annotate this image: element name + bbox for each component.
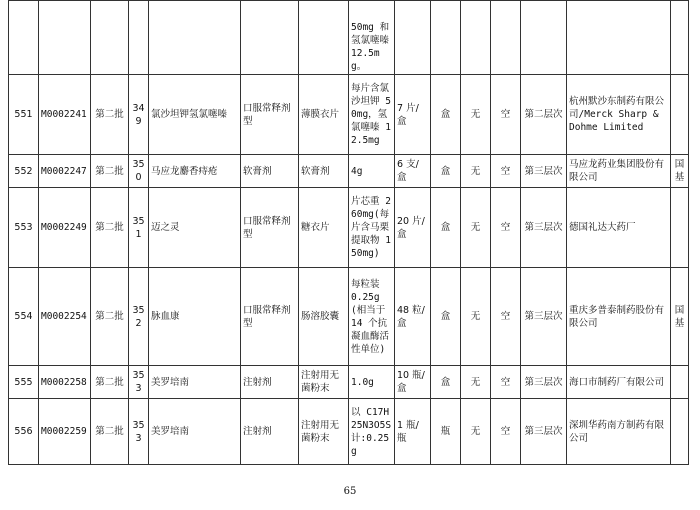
cell-note: 国基 xyxy=(671,155,689,188)
cell-unit xyxy=(431,1,461,75)
cell-price: 空 xyxy=(491,188,521,268)
cell-manufacturer: 重庆多普泰制药股份有限公司 xyxy=(567,268,671,366)
cell-unit: 盒 xyxy=(431,268,461,366)
cell-convert: 无 xyxy=(461,268,491,366)
cell-dosage-form: 薄膜衣片 xyxy=(299,75,349,155)
cell-convert: 无 xyxy=(461,188,491,268)
cell-num: 353 xyxy=(129,366,149,399)
cell-category: 软膏剂 xyxy=(241,155,299,188)
cell-manufacturer: 马应龙药业集团股份有限公司 xyxy=(567,155,671,188)
cell-unit: 盒 xyxy=(431,188,461,268)
cell-price: 空 xyxy=(491,366,521,399)
cell-manufacturer: 德国礼达大药厂 xyxy=(567,188,671,268)
cell-name: 美罗培南 xyxy=(149,366,241,399)
cell-unit: 盒 xyxy=(431,366,461,399)
cell-seq: 554 xyxy=(9,268,39,366)
table-row xyxy=(9,188,689,268)
cell-category: 口服常释剂型 xyxy=(241,188,299,268)
cell-batch: 第二批 xyxy=(91,75,129,155)
cell-price: 空 xyxy=(491,155,521,188)
cell-seq: 552 xyxy=(9,155,39,188)
table-row-continuation xyxy=(9,1,689,75)
cell-code: M0002258 xyxy=(39,366,91,399)
cell-convert: 无 xyxy=(461,399,491,465)
cell-price xyxy=(491,1,521,75)
cell-price: 空 xyxy=(491,399,521,465)
cell-name xyxy=(149,1,241,75)
cell-level: 第三层次 xyxy=(521,155,567,188)
cell-manufacturer: 深圳华药南方制药有限公司 xyxy=(567,399,671,465)
cell-seq: 556 xyxy=(9,399,39,465)
table-row xyxy=(9,399,689,465)
cell-dosage-form xyxy=(299,1,349,75)
cell-package: 1 瓶/瓶 xyxy=(395,399,431,465)
drug-table xyxy=(8,0,689,465)
cell-name: 马应龙麝香痔疮 xyxy=(149,155,241,188)
cell-manufacturer: 海口市制药厂有限公司 xyxy=(567,366,671,399)
cell-batch: 第二批 xyxy=(91,188,129,268)
table-row xyxy=(9,155,689,188)
cell-code xyxy=(39,1,91,75)
cell-level: 第三层次 xyxy=(521,399,567,465)
cell-spec: 50mg 和氢氯噻嗪 12.5mg。 xyxy=(349,1,395,75)
cell-convert xyxy=(461,1,491,75)
cell-seq: 553 xyxy=(9,188,39,268)
cell-seq xyxy=(9,1,39,75)
table-row xyxy=(9,366,689,399)
cell-package: 20 片/盒 xyxy=(395,188,431,268)
cell-seq: 555 xyxy=(9,366,39,399)
cell-price: 空 xyxy=(491,268,521,366)
cell-batch: 第二批 xyxy=(91,155,129,188)
cell-package: 10 瓶/盒 xyxy=(395,366,431,399)
cell-spec: 1.0g xyxy=(349,366,395,399)
cell-manufacturer: 杭州默沙东制药有限公司/Merck Sharp & Dohme Limited xyxy=(567,75,671,155)
cell-category: 注射剂 xyxy=(241,399,299,465)
cell-spec: 每粒装 0.25g(相当于 14 个抗凝血酶活性单位) xyxy=(349,268,395,366)
page-number: 65 xyxy=(343,486,357,497)
cell-batch: 第二批 xyxy=(91,268,129,366)
cell-spec: 4g xyxy=(349,155,395,188)
cell-level: 第三层次 xyxy=(521,188,567,268)
cell-level xyxy=(521,1,567,75)
cell-level: 第三层次 xyxy=(521,268,567,366)
cell-category: 口服常释剂型 xyxy=(241,75,299,155)
cell-num: 353 xyxy=(129,399,149,465)
cell-unit: 盒 xyxy=(431,155,461,188)
cell-note xyxy=(671,75,689,155)
cell-price: 空 xyxy=(491,75,521,155)
cell-convert: 无 xyxy=(461,75,491,155)
cell-name: 氯沙坦钾氢氯噻嗪 xyxy=(149,75,241,155)
table-row xyxy=(9,75,689,155)
cell-note xyxy=(671,188,689,268)
cell-code: M0002247 xyxy=(39,155,91,188)
cell-num: 350 xyxy=(129,155,149,188)
cell-code: M0002241 xyxy=(39,75,91,155)
cell-num: 352 xyxy=(129,268,149,366)
cell-category xyxy=(241,1,299,75)
cell-note xyxy=(671,399,689,465)
cell-code: M0002249 xyxy=(39,188,91,268)
cell-batch: 第二批 xyxy=(91,399,129,465)
cell-dosage-form: 注射用无菌粉末 xyxy=(299,366,349,399)
cell-spec: 以 C17H25N3O5S 计:0.25g xyxy=(349,399,395,465)
cell-dosage-form: 软膏剂 xyxy=(299,155,349,188)
cell-num: 349 xyxy=(129,75,149,155)
cell-note: 国基 xyxy=(671,268,689,366)
cell-dosage-form: 肠溶胶囊 xyxy=(299,268,349,366)
cell-name: 迈之灵 xyxy=(149,188,241,268)
cell-manufacturer xyxy=(567,1,671,75)
cell-package: 6 支/盒 xyxy=(395,155,431,188)
cell-name: 脉血康 xyxy=(149,268,241,366)
cell-num xyxy=(129,1,149,75)
cell-category: 注射剂 xyxy=(241,366,299,399)
cell-convert: 无 xyxy=(461,155,491,188)
cell-convert: 无 xyxy=(461,366,491,399)
table-row xyxy=(9,268,689,366)
cell-level: 第二层次 xyxy=(521,75,567,155)
cell-unit: 盒 xyxy=(431,75,461,155)
cell-note xyxy=(671,366,689,399)
cell-dosage-form: 糖衣片 xyxy=(299,188,349,268)
cell-note xyxy=(671,1,689,75)
cell-unit: 瓶 xyxy=(431,399,461,465)
cell-package: 7 片/盒 xyxy=(395,75,431,155)
cell-batch: 第二批 xyxy=(91,366,129,399)
cell-package: 48 粒/盒 xyxy=(395,268,431,366)
cell-level: 第三层次 xyxy=(521,366,567,399)
cell-spec: 片芯重 260mg(每片含马栗提取物 150mg) xyxy=(349,188,395,268)
cell-code: M0002254 xyxy=(39,268,91,366)
cell-package xyxy=(395,1,431,75)
cell-name: 美罗培南 xyxy=(149,399,241,465)
cell-spec: 每片含氯沙坦钾 50mg，氢氯噻嗪 12.5mg xyxy=(349,75,395,155)
cell-dosage-form: 注射用无菌粉末 xyxy=(299,399,349,465)
cell-seq: 551 xyxy=(9,75,39,155)
cell-code: M0002259 xyxy=(39,399,91,465)
cell-batch xyxy=(91,1,129,75)
cell-num: 351 xyxy=(129,188,149,268)
cell-category: 口服常释剂型 xyxy=(241,268,299,366)
